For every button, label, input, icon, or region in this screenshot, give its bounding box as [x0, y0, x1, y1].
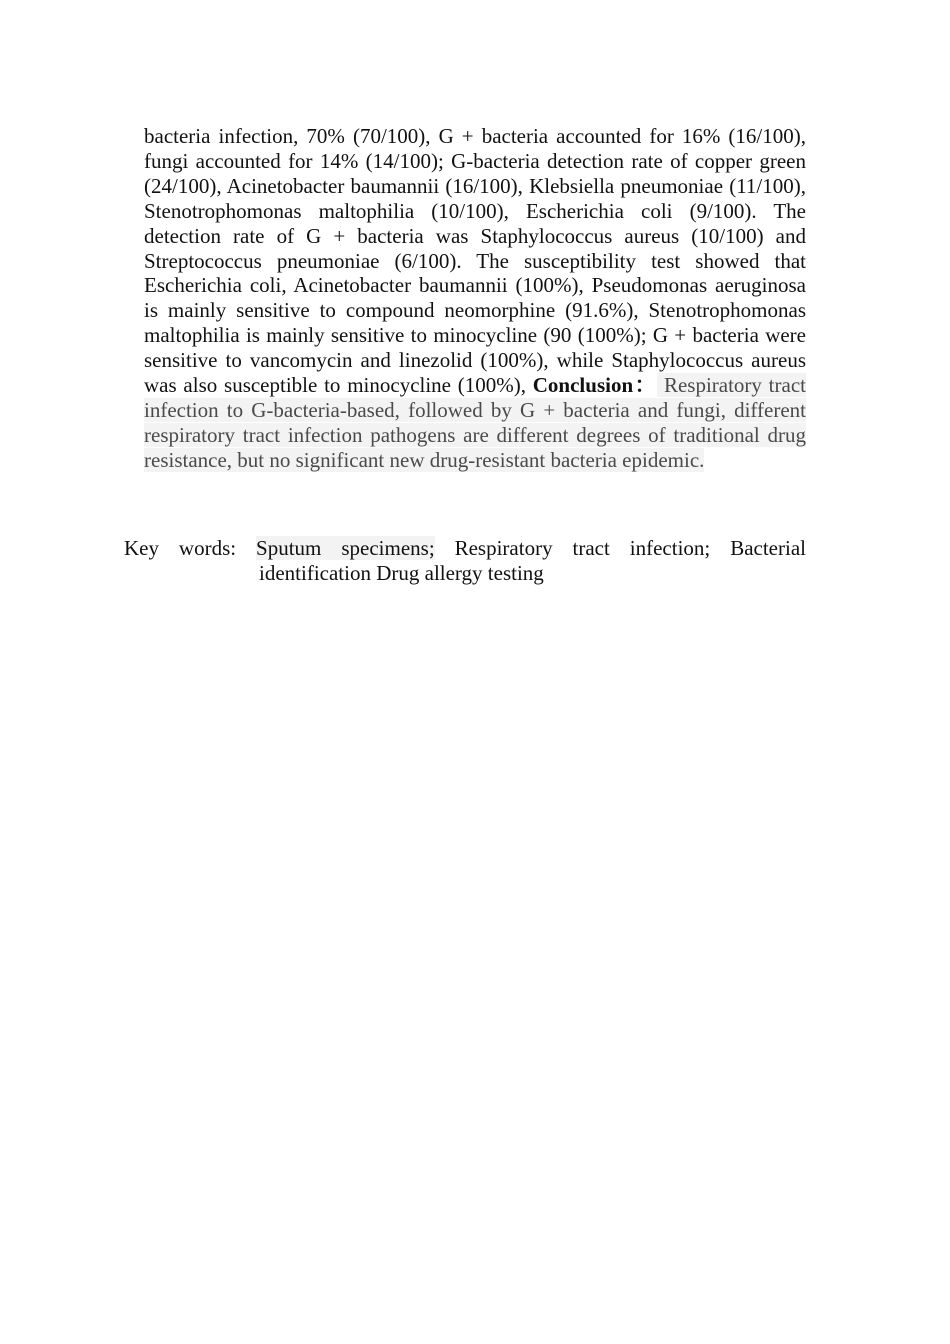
conclusion-label: Conclusion： — [532, 373, 658, 398]
abstract-body: bacteria infection, 70% (70/100), G + bacteria accounted for 16% (16/100), fungi accounted for 14% (14/100); G-bacteria detection rate of copper green (24/100), Acinetobacter baumannii (16/100), Klebsiella pneumoniae (11/100), Stenotrophomonas maltophilia (10/100), Escherichia coli (9/100). The detection rate of G + bacteria was Staphylococcus aureus (10/100) and Streptococcus pneumoniae (6/100). The susceptibility test showed that Escherichia coli, Acinetobacter baumannii (100%), Pseudomonas aeruginosa is mainly sensitive to compound neomorphine (91.6%), Stenotrophomonas maltophilia is mainly sensitive to minocycline (90 (100%); G + bacteria were sensitive to vancomycin and linezolid (100%), while Staphylococcus aureus was also susceptible to minocycline (100%), — [144, 124, 806, 398]
abstract-paragraph — [144, 124, 806, 473]
conclusion-text: Respiratory tract infection to G-bacteria-based, followed by G + bacteria and fungi, different respiratory tract infection pathogens are different degrees of traditional drug resistance, but no significant new drug-resistant bacteria epidemic. — [144, 373, 806, 472]
keywords-label: Key words: — [124, 536, 257, 560]
keywords-rest: Respiratory tract infection; Bacterial identification Drug allergy testing — [259, 536, 806, 585]
keyword-sputum: Sputum specimens; — [256, 536, 435, 560]
keywords-line — [124, 536, 806, 586]
